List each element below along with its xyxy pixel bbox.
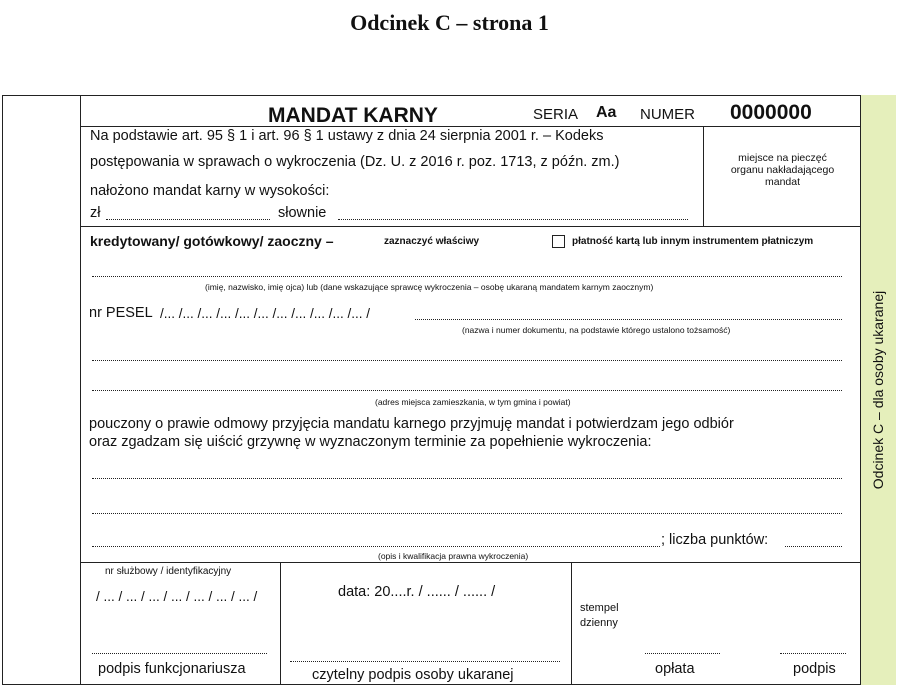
document-caption: (nazwa i numer dokumentu, na podstawie którego ustalono tożsamość)	[462, 325, 731, 335]
numer-label: NUMER	[640, 106, 695, 123]
amount-words-field[interactable]	[338, 219, 688, 220]
payment-hint: zaznaczyć właściwy	[384, 236, 480, 247]
card-payment-checkbox[interactable]	[552, 235, 565, 248]
left-margin-line	[80, 95, 81, 685]
footer-divider-1	[280, 562, 281, 685]
pesel-slots[interactable]: /... /... /... /... /... /... /... /... /... /... /... /	[160, 306, 371, 321]
offence-line-2[interactable]	[92, 513, 842, 514]
points-field[interactable]	[785, 546, 842, 547]
offence-line-3[interactable]	[92, 546, 660, 547]
card-payment-label: płatność kartą lub innym instrumentem płatniczym	[572, 236, 814, 247]
officer-id-slots[interactable]: / ... / ... / ... / ... / ... / ... / ... /	[96, 589, 258, 604]
sign-field[interactable]	[780, 653, 846, 654]
payment-types: kredytowany/ gotówkowy/ zaoczny –	[90, 233, 334, 249]
page-title: Odcinek C – strona 1	[350, 10, 549, 35]
date-field[interactable]: data: 20....r. / ...... / ...... /	[338, 584, 496, 600]
date-stamp-line-2: dzienny	[580, 617, 618, 629]
instruction-line-1: pouczony o prawie odmowy przyjęcia mandatu karnego przyjmuję mandat i potwierdzam jego odbiór	[89, 416, 734, 432]
legal-line-3: nałożono mandat karny w wysokości:	[90, 183, 330, 199]
document-field[interactable]	[415, 319, 842, 320]
person-name-field[interactable]	[92, 276, 842, 277]
fee-label: opłata	[655, 661, 695, 677]
stamp-placeholder	[715, 152, 850, 188]
sign-label: podpis	[793, 661, 836, 677]
legal-section-rule	[80, 226, 860, 227]
date-stamp-label	[580, 601, 619, 631]
footer-rule	[80, 562, 860, 563]
citizen-signature-label: czytelny podpis osoby ukaranej	[312, 667, 514, 683]
offence-caption: (opis i kwalifikacja prawna wykroczenia)	[378, 551, 529, 561]
header-rule	[80, 126, 860, 127]
address-caption: (adres miejsca zamieszkania, w tym gmina i powiat)	[375, 397, 571, 407]
address-line-2[interactable]	[92, 390, 842, 391]
form-title: MANDAT KARNY	[268, 104, 438, 127]
fee-field[interactable]	[645, 653, 720, 654]
date-stamp-line-1: stempel	[580, 602, 619, 614]
side-stub-label: Odcinek C – dla osoby ukaranej	[870, 290, 886, 490]
address-line-1[interactable]	[92, 360, 842, 361]
stamp-line-1: miejsce na pieczęć	[738, 152, 827, 164]
seria-value: Aa	[596, 104, 617, 121]
amount-label: zł	[90, 205, 101, 221]
stamp-line-3: mandat	[764, 176, 801, 188]
officer-id-label: nr służbowy / identyfikacyjny	[105, 566, 232, 577]
amount-field[interactable]	[106, 219, 270, 220]
pesel-label: nr PESEL	[89, 305, 153, 321]
officer-signature-field[interactable]	[92, 653, 267, 654]
legal-line-2: postępowania w sprawach o wykroczenia (Dz. U. z 2016 r. poz. 1713, z późn. zm.)	[90, 154, 620, 170]
points-label: ; liczba punktów:	[661, 532, 769, 548]
numer-value: 0000000	[730, 101, 812, 124]
seria-label: SERIA	[533, 106, 579, 123]
officer-signature-label: podpis funkcjonariusza	[98, 661, 246, 677]
citizen-signature-field[interactable]	[290, 661, 560, 662]
footer-divider-2	[571, 562, 572, 685]
stamp-box-border	[703, 126, 704, 226]
legal-line-1: Na podstawie art. 95 § 1 i art. 96 § 1 ustawy z dnia 24 sierpnia 2001 r. – Kodeks	[90, 128, 604, 144]
person-name-caption: (imię, nazwisko, imię ojca) lub (dane wskazujące sprawcę wykroczenia – osobę ukaraną mandatem karnym zaocznym)	[205, 282, 654, 292]
instruction-line-2: oraz zgadzam się uiścić grzywnę w wyznaczonym terminie za popełnienie wykroczenia:	[89, 434, 652, 450]
words-label: słownie	[278, 205, 327, 221]
stamp-line-2: organu nakładającego	[730, 164, 835, 176]
offence-line-1[interactable]	[92, 478, 842, 479]
